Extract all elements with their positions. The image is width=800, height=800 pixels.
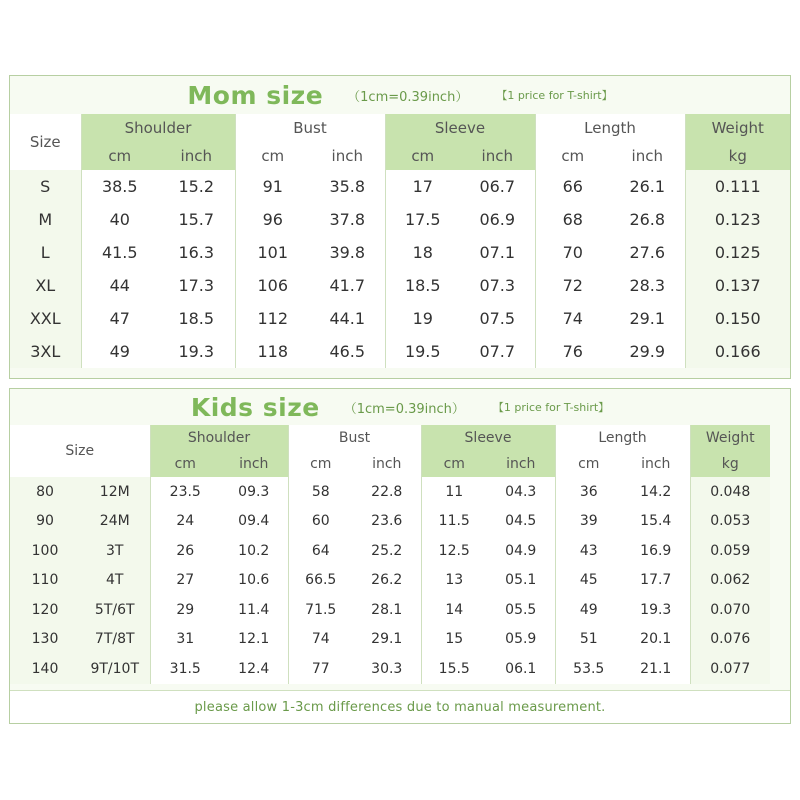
mom-sleeve-cm-header: cm	[385, 142, 460, 170]
kids-table-cell: 74	[288, 625, 353, 655]
kids-table-cell: 23.6	[353, 507, 421, 537]
kids-table-cell: 0.062	[690, 566, 770, 596]
kids-table-cell: 45	[555, 566, 622, 596]
kids-length-header: Length	[555, 425, 690, 451]
mom-table-cell: 106	[235, 269, 310, 302]
mom-table-cell: 07.5	[460, 302, 535, 335]
kids-shoulder-header: Shoulder	[150, 425, 288, 451]
kids-table-cell: 06.1	[487, 654, 555, 684]
kids-table-cell: 16.9	[622, 536, 690, 566]
kids-shoulder-cm-header: cm	[150, 451, 220, 477]
kids-table-cell: 05.9	[487, 625, 555, 655]
mom-table-cell: 0.123	[685, 203, 790, 236]
kids-title-bar	[10, 389, 790, 425]
mom-table-cell: 16.3	[158, 236, 235, 269]
mom-table-cell: 0.125	[685, 236, 790, 269]
mom-table-cell: 72	[535, 269, 610, 302]
mom-table-cell: 44.1	[310, 302, 385, 335]
kids-table-cell: 60	[288, 507, 353, 537]
kids-title: Kids size	[190, 392, 320, 422]
kids-table-cell: 64	[288, 536, 353, 566]
mom-conversion-note: （1cm=0.39inch）	[347, 89, 469, 105]
kids-table-cell: 05.5	[487, 595, 555, 625]
mom-table-cell: 68	[535, 203, 610, 236]
mom-table-cell: 17.3	[158, 269, 235, 302]
mom-table-cell: 0.111	[685, 170, 790, 203]
mom-table-cell: 47	[81, 302, 158, 335]
mom-table-cell: 49	[81, 335, 158, 368]
kids-price-note: 【1 price for T-shirt】	[492, 401, 610, 414]
kids-conversion-note: （1cm=0.39inch）	[343, 401, 465, 417]
mom-table-cell: 29.1	[610, 302, 685, 335]
kids-table-cell: 0.070	[690, 595, 770, 625]
kids-table-cell: 58	[288, 477, 353, 507]
kids-table-cell: 26	[150, 536, 220, 566]
kids-table-cell: 39	[555, 507, 622, 537]
kids-table-row	[10, 507, 770, 537]
kids-table-row	[10, 625, 770, 655]
kids-table-cell: 24	[150, 507, 220, 537]
kids-table-cell: 28.1	[353, 595, 421, 625]
mom-table-cell: 46.5	[310, 335, 385, 368]
kids-length-inch-header: inch	[622, 451, 690, 477]
kids-table-cell: 90	[10, 507, 80, 537]
mom-table-cell: 76	[535, 335, 610, 368]
kids-table-cell: 15	[421, 625, 487, 655]
mom-size-table	[10, 114, 790, 368]
kids-table-cell: 120	[10, 595, 80, 625]
mom-table-cell: 18.5	[385, 269, 460, 302]
kids-table-cell: 77	[288, 654, 353, 684]
kids-table-cell: 12.4	[220, 654, 288, 684]
kids-table-cell: 10.6	[220, 566, 288, 596]
kids-table-cell: 5T/6T	[80, 595, 150, 625]
mom-table-cell: 40	[81, 203, 158, 236]
mom-table-cell: 27.6	[610, 236, 685, 269]
kids-table-cell: 11	[421, 477, 487, 507]
mom-table-row	[10, 170, 790, 203]
mom-table-cell: 70	[535, 236, 610, 269]
kids-table-cell: 11.5	[421, 507, 487, 537]
kids-table-cell: 27	[150, 566, 220, 596]
kids-table-cell: 15.4	[622, 507, 690, 537]
mom-table-cell: L	[10, 236, 81, 269]
kids-table-cell: 21.1	[622, 654, 690, 684]
kids-table-cell: 31	[150, 625, 220, 655]
mom-table-cell: 15.2	[158, 170, 235, 203]
mom-table-row	[10, 335, 790, 368]
kids-table-cell: 4T	[80, 566, 150, 596]
mom-bust-header: Bust	[235, 114, 385, 142]
kids-bust-inch-header: inch	[353, 451, 421, 477]
kids-weight-kg-header: kg	[690, 451, 770, 477]
mom-table-cell: 41.5	[81, 236, 158, 269]
mom-title: Mom size	[187, 80, 324, 110]
kids-table-cell: 04.3	[487, 477, 555, 507]
kids-table-cell: 0.076	[690, 625, 770, 655]
mom-size-header: Size	[10, 114, 81, 170]
mom-table-cell: XL	[10, 269, 81, 302]
kids-shoulder-inch-header: inch	[220, 451, 288, 477]
kids-table-cell: 26.2	[353, 566, 421, 596]
kids-sleeve-inch-header: inch	[487, 451, 555, 477]
mom-table-cell: 18	[385, 236, 460, 269]
kids-table-cell: 20.1	[622, 625, 690, 655]
mom-table-cell: 19.5	[385, 335, 460, 368]
kids-size-chart	[9, 388, 791, 724]
mom-sleeve-inch-header: inch	[460, 142, 535, 170]
kids-table-cell: 29	[150, 595, 220, 625]
mom-table-cell: 28.3	[610, 269, 685, 302]
kids-table-row	[10, 566, 770, 596]
kids-table-cell: 0.048	[690, 477, 770, 507]
mom-price-note: 【1 price for T-shirt】	[496, 89, 613, 102]
mom-length-cm-header: cm	[535, 142, 610, 170]
mom-table-cell: 06.9	[460, 203, 535, 236]
mom-table-cell: 19	[385, 302, 460, 335]
measurement-disclaimer: please allow 1-3cm differences due to manual measurement.	[10, 690, 790, 723]
kids-table-cell: 14	[421, 595, 487, 625]
kids-table-cell: 24M	[80, 507, 150, 537]
kids-size-table	[10, 425, 770, 684]
kids-table-cell: 3T	[80, 536, 150, 566]
kids-table-row	[10, 595, 770, 625]
mom-table-cell: 37.8	[310, 203, 385, 236]
mom-table-cell: 0.137	[685, 269, 790, 302]
mom-table-cell: 07.3	[460, 269, 535, 302]
mom-table-row	[10, 236, 790, 269]
kids-table-cell: 30.3	[353, 654, 421, 684]
mom-table-cell: 07.1	[460, 236, 535, 269]
kids-table-cell: 0.053	[690, 507, 770, 537]
mom-table-cell: XXL	[10, 302, 81, 335]
mom-table-cell: 29.9	[610, 335, 685, 368]
mom-table-cell: S	[10, 170, 81, 203]
kids-table-cell: 29.1	[353, 625, 421, 655]
mom-table-cell: 112	[235, 302, 310, 335]
mom-table-cell: 74	[535, 302, 610, 335]
kids-table-row	[10, 536, 770, 566]
kids-sleeve-cm-header: cm	[421, 451, 487, 477]
kids-table-cell: 12.5	[421, 536, 487, 566]
kids-table-cell: 140	[10, 654, 80, 684]
mom-table-cell: 26.1	[610, 170, 685, 203]
mom-table-cell: 26.8	[610, 203, 685, 236]
mom-table-cell: 118	[235, 335, 310, 368]
mom-shoulder-inch-header: inch	[158, 142, 235, 170]
kids-table-cell: 71.5	[288, 595, 353, 625]
kids-table-cell: 80	[10, 477, 80, 507]
mom-table-cell: 96	[235, 203, 310, 236]
kids-table-row	[10, 477, 770, 507]
kids-table-cell: 12.1	[220, 625, 288, 655]
mom-table-row	[10, 302, 790, 335]
kids-bust-cm-header: cm	[288, 451, 353, 477]
mom-length-header: Length	[535, 114, 685, 142]
mom-table-cell: 91	[235, 170, 310, 203]
mom-table-cell: 66	[535, 170, 610, 203]
kids-bust-header: Bust	[288, 425, 421, 451]
mom-weight-kg-header: kg	[685, 142, 790, 170]
kids-table-cell: 25.2	[353, 536, 421, 566]
mom-title-bar	[10, 76, 790, 114]
mom-table-row	[10, 269, 790, 302]
kids-table-cell: 66.5	[288, 566, 353, 596]
kids-sleeve-header: Sleeve	[421, 425, 555, 451]
mom-sleeve-header: Sleeve	[385, 114, 535, 142]
kids-table-cell: 43	[555, 536, 622, 566]
kids-table-cell: 53.5	[555, 654, 622, 684]
mom-table-cell: 0.150	[685, 302, 790, 335]
mom-length-inch-header: inch	[610, 142, 685, 170]
kids-table-cell: 04.5	[487, 507, 555, 537]
kids-table-cell: 14.2	[622, 477, 690, 507]
kids-table-cell: 31.5	[150, 654, 220, 684]
kids-table-cell: 23.5	[150, 477, 220, 507]
kids-table-cell: 19.3	[622, 595, 690, 625]
mom-table-cell: 19.3	[158, 335, 235, 368]
kids-table-cell: 09.4	[220, 507, 288, 537]
kids-table-cell: 7T/8T	[80, 625, 150, 655]
mom-bust-cm-header: cm	[235, 142, 310, 170]
kids-table-cell: 15.5	[421, 654, 487, 684]
mom-shoulder-cm-header: cm	[81, 142, 158, 170]
kids-table-cell: 130	[10, 625, 80, 655]
kids-table-cell: 12M	[80, 477, 150, 507]
kids-table-cell: 0.059	[690, 536, 770, 566]
mom-table-cell: 06.7	[460, 170, 535, 203]
mom-table-cell: 44	[81, 269, 158, 302]
mom-table-cell: 07.7	[460, 335, 535, 368]
mom-shoulder-header: Shoulder	[81, 114, 235, 142]
kids-table-cell: 9T/10T	[80, 654, 150, 684]
mom-table-cell: 38.5	[81, 170, 158, 203]
kids-table-cell: 05.1	[487, 566, 555, 596]
kids-table-row	[10, 654, 770, 684]
mom-table-row	[10, 203, 790, 236]
kids-table-cell: 110	[10, 566, 80, 596]
kids-table-cell: 0.077	[690, 654, 770, 684]
kids-size-header: Size	[10, 425, 150, 477]
kids-table-cell: 22.8	[353, 477, 421, 507]
kids-table-cell: 36	[555, 477, 622, 507]
kids-table-cell: 09.3	[220, 477, 288, 507]
mom-table-cell: 0.166	[685, 335, 790, 368]
mom-size-chart	[9, 75, 791, 379]
mom-table-cell: 39.8	[310, 236, 385, 269]
mom-table-cell: 3XL	[10, 335, 81, 368]
kids-table-cell: 100	[10, 536, 80, 566]
mom-table-cell: 18.5	[158, 302, 235, 335]
kids-table-cell: 13	[421, 566, 487, 596]
mom-table-cell: 15.7	[158, 203, 235, 236]
mom-table-cell: 35.8	[310, 170, 385, 203]
mom-weight-header: Weight	[685, 114, 790, 142]
kids-length-cm-header: cm	[555, 451, 622, 477]
mom-table-cell: 41.7	[310, 269, 385, 302]
kids-table-cell: 49	[555, 595, 622, 625]
mom-table-cell: 17	[385, 170, 460, 203]
mom-table-cell: 17.5	[385, 203, 460, 236]
kids-weight-header: Weight	[690, 425, 770, 451]
mom-table-cell: M	[10, 203, 81, 236]
kids-table-cell: 17.7	[622, 566, 690, 596]
kids-table-cell: 11.4	[220, 595, 288, 625]
kids-table-cell: 51	[555, 625, 622, 655]
kids-table-cell: 10.2	[220, 536, 288, 566]
mom-table-cell: 101	[235, 236, 310, 269]
mom-bust-inch-header: inch	[310, 142, 385, 170]
kids-table-cell: 04.9	[487, 536, 555, 566]
